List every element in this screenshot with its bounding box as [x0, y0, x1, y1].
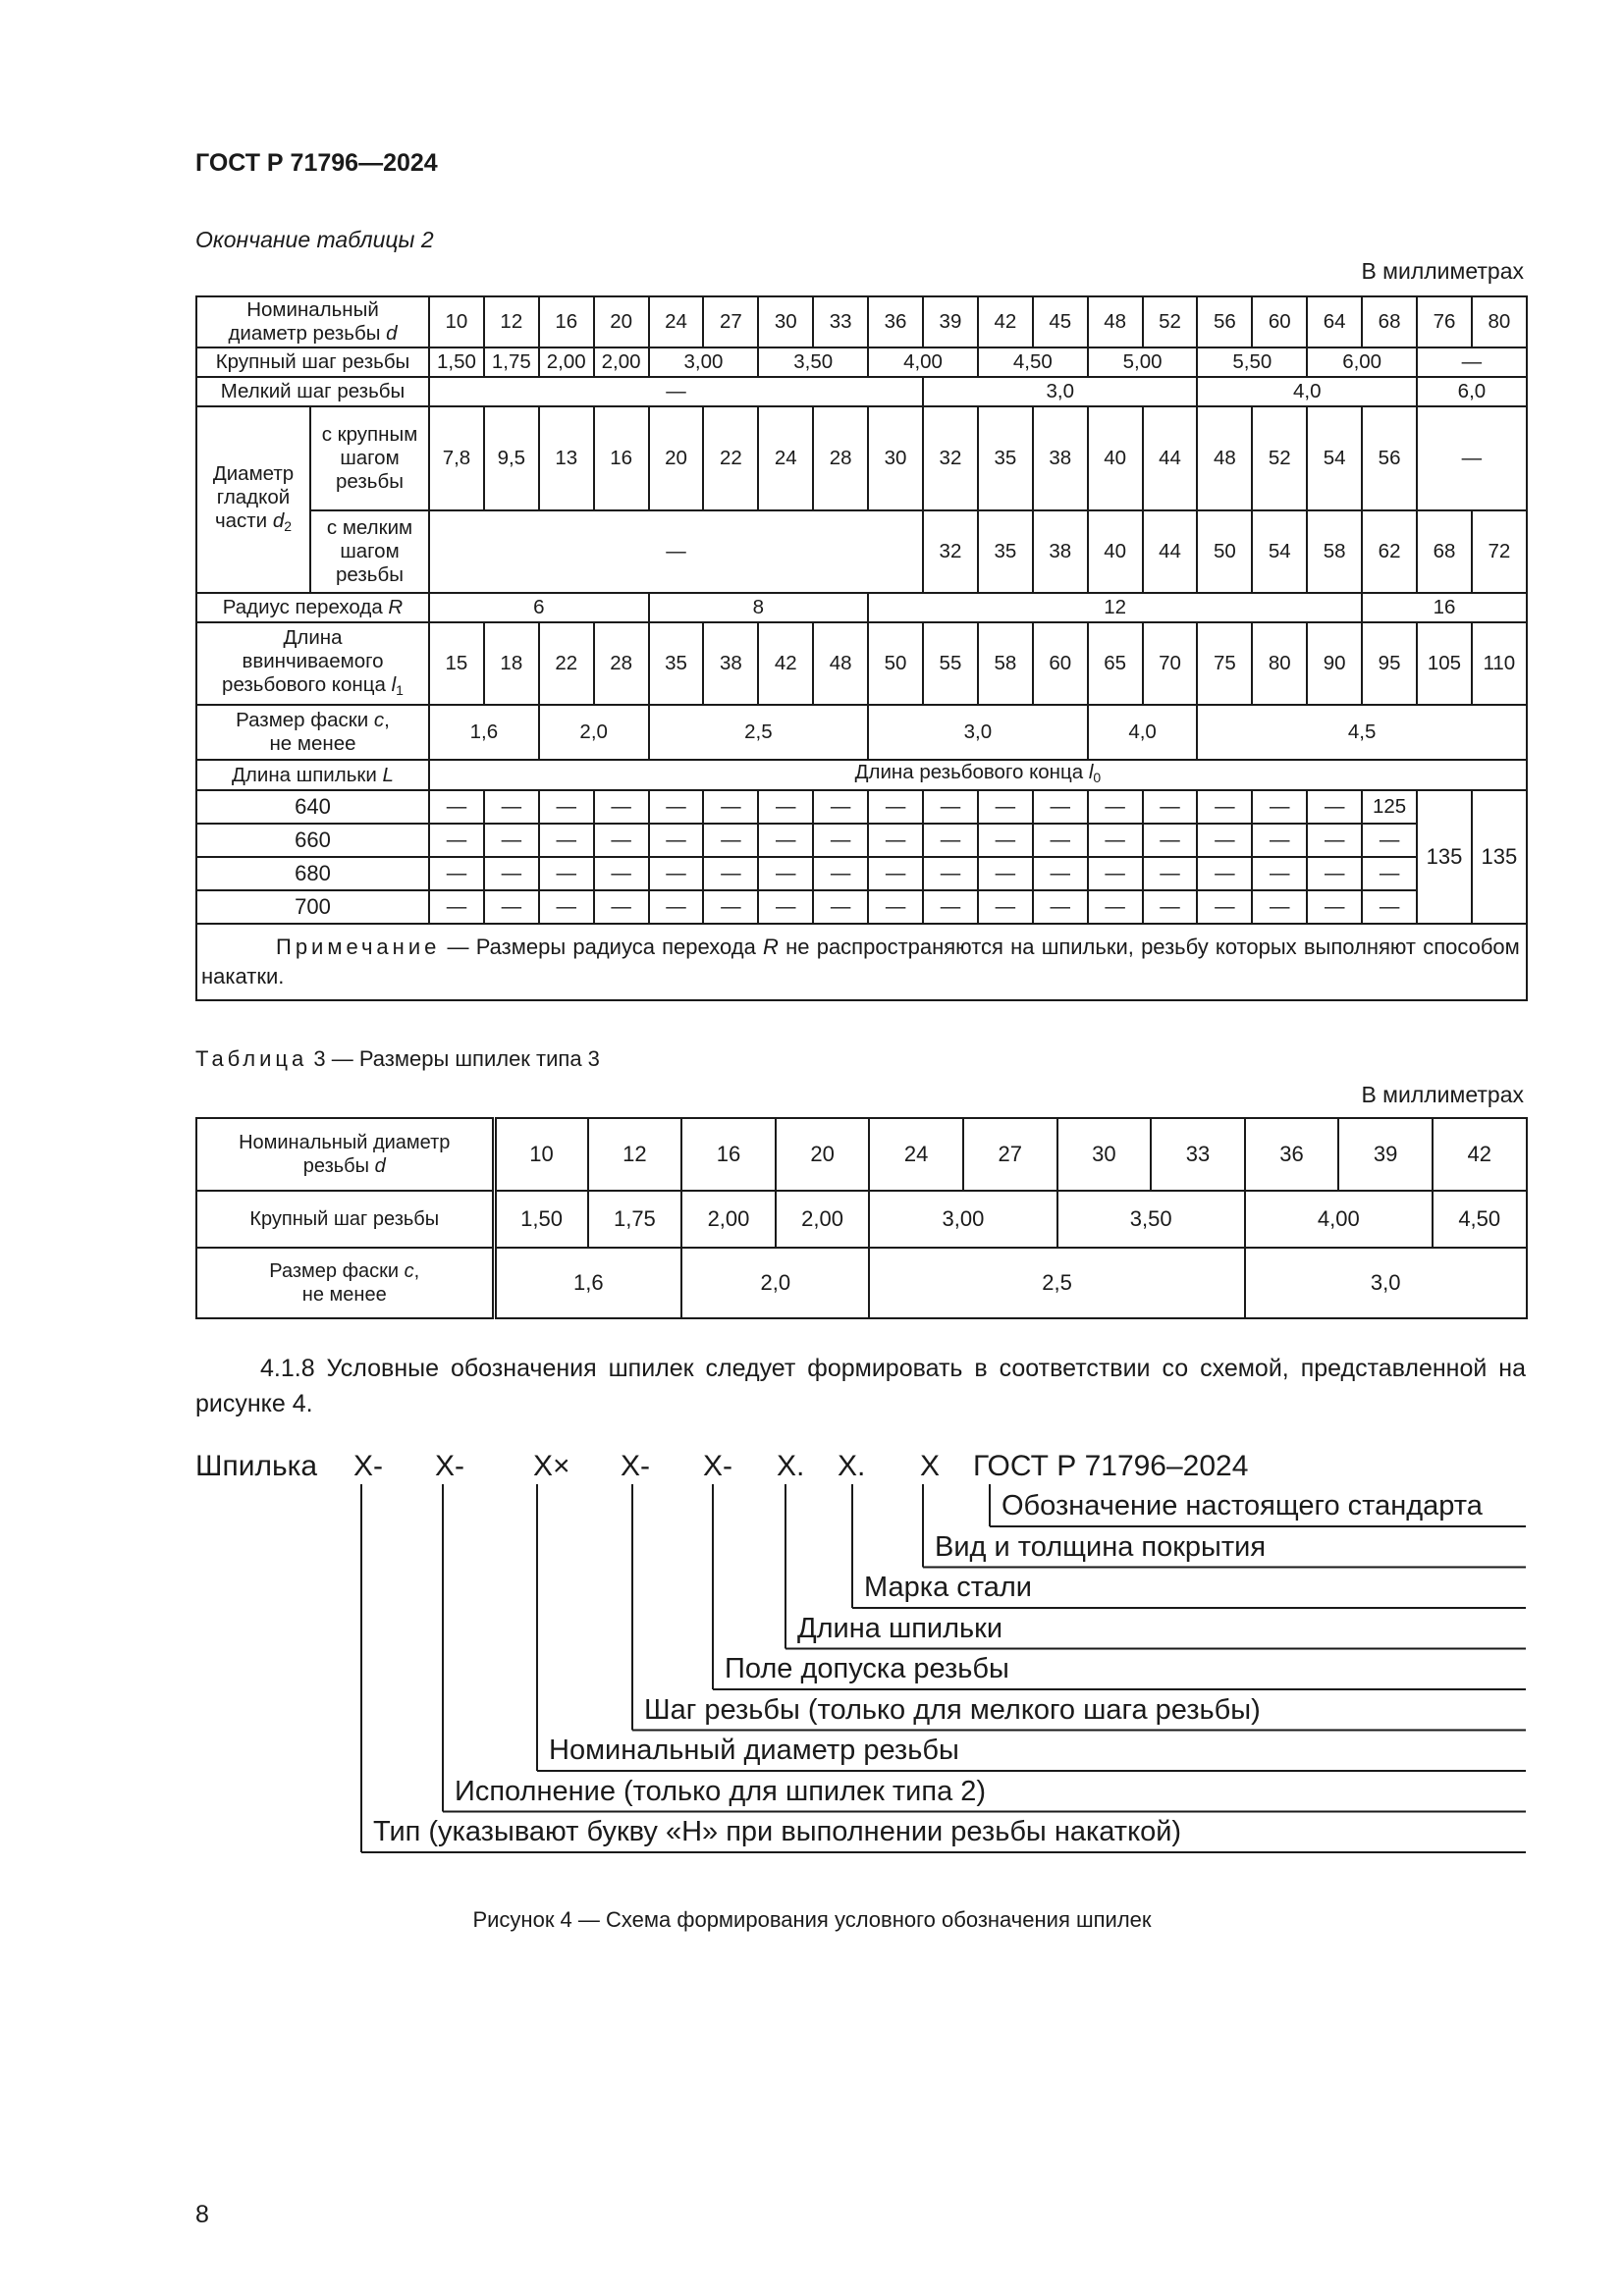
table-cell: 16 — [681, 1118, 776, 1191]
table-cell: 95 — [1362, 622, 1417, 705]
table-cell: 6 — [429, 593, 649, 622]
table-cell: 4,00 — [868, 347, 978, 377]
table-cell: 54 — [1252, 510, 1307, 593]
table-cell: — — [978, 857, 1033, 890]
table-cell: 4,50 — [1433, 1191, 1527, 1248]
table-cell: Мелкий шаг резьбы — [196, 377, 429, 406]
scheme-label: Тип (указывают букву «Н» при выполнении резьбы накаткой) — [373, 1816, 1182, 1847]
table-cell: — — [539, 890, 594, 924]
scheme-token: X- — [435, 1450, 464, 1482]
table-cell: 39 — [1338, 1118, 1433, 1191]
scheme-standard: ГОСТ Р 71796–2024 — [973, 1450, 1249, 1482]
table-cell: — — [1252, 790, 1307, 824]
table-cell: 52 — [1143, 296, 1198, 347]
table-cell: — — [539, 824, 594, 857]
table-cell: 76 — [1417, 296, 1472, 347]
table-cell: 45 — [1033, 296, 1088, 347]
table-cell: 680 — [196, 857, 429, 890]
table-cell: — — [429, 857, 484, 890]
table-cell: 1,75 — [588, 1191, 682, 1248]
table-cell: — — [1088, 857, 1143, 890]
scheme-token: X — [920, 1450, 941, 1482]
table-cell: 32 — [923, 510, 978, 593]
table-cell: 5,00 — [1088, 347, 1198, 377]
table-cell: 24 — [649, 296, 704, 347]
table-cell: 3,50 — [1057, 1191, 1245, 1248]
table2-unit: В миллиметрах — [1361, 258, 1524, 284]
table-cell: — — [1252, 824, 1307, 857]
table-cell: — — [1197, 890, 1252, 924]
table-cell: — — [923, 824, 978, 857]
table-cell: Длина шпильки L — [196, 760, 429, 790]
table2-caption: Окончание таблицы 2 — [195, 227, 434, 252]
table-cell: — — [978, 824, 1033, 857]
table-cell: 36 — [1245, 1118, 1339, 1191]
document-header: ГОСТ Р 71796—2024 — [195, 149, 438, 177]
table-cell: Диаметр гладкой части $d_2$ — [196, 406, 310, 593]
scheme-token: X. — [777, 1450, 805, 1482]
page-number: 8 — [195, 2201, 209, 2228]
table-cell: — — [539, 857, 594, 890]
table-cell: 22 — [703, 406, 758, 510]
table-cell: 38 — [1033, 406, 1088, 510]
table-cell: — — [1362, 857, 1417, 890]
table-cell: — — [429, 510, 923, 593]
table-cell: 58 — [978, 622, 1033, 705]
table-cell: 90 — [1307, 622, 1362, 705]
table-cell: 68 — [1417, 510, 1472, 593]
table-cell: — — [758, 857, 813, 890]
table-cell: — — [1362, 890, 1417, 924]
table-cell: 135 — [1472, 790, 1527, 924]
table-cell: 55 — [923, 622, 978, 705]
table-cell: 12 — [588, 1118, 682, 1191]
table-cell: 2,0 — [539, 705, 649, 760]
table-cell: 3,50 — [758, 347, 868, 377]
table-cell: 50 — [868, 622, 923, 705]
table-cell: 60 — [1033, 622, 1088, 705]
scheme-label: Поле допуска резьбы — [725, 1653, 1009, 1684]
table-cell: 1,6 — [429, 705, 539, 760]
scheme-token: X× — [533, 1450, 570, 1482]
table-cell: 12 — [868, 593, 1362, 622]
scheme-label: Вид и толщина покрытия — [935, 1530, 1267, 1563]
scheme-label: Исполнение (только для шпилек типа 2) — [455, 1775, 987, 1807]
table-cell: 2,00 — [539, 347, 594, 377]
table-cell: 65 — [1088, 622, 1143, 705]
table-cell: — — [1033, 824, 1088, 857]
table-cell: 68 — [1362, 296, 1417, 347]
table-cell: 7,8 — [429, 406, 484, 510]
table-cell: 48 — [1197, 406, 1252, 510]
table-cell: — — [1362, 824, 1417, 857]
scheme-word: Шпилька — [195, 1450, 318, 1482]
table3-caption: Таблица 3 — Размеры шпилек типа 3 — [195, 1046, 600, 1071]
table-cell: 15 — [429, 622, 484, 705]
table-cell: — — [1307, 890, 1362, 924]
table-cell: 2,00 — [681, 1191, 776, 1248]
table-cell: 35 — [978, 406, 1033, 510]
table-cell: 3,0 — [1245, 1248, 1527, 1318]
scheme-label: Номинальный диаметр резьбы — [549, 1735, 959, 1766]
table-cell: — — [484, 824, 539, 857]
table-cell: Длина резьбового конца $l_0$ — [429, 760, 1527, 790]
table-cell: 40 — [1088, 510, 1143, 593]
table-cell: 20 — [776, 1118, 870, 1191]
table-cell: Размер фаски c, не менее — [196, 705, 429, 760]
table-cell: 72 — [1472, 510, 1527, 593]
table-cell: — — [703, 890, 758, 924]
table-cell: 36 — [868, 296, 923, 347]
table-cell: — — [594, 857, 649, 890]
table-cell: — — [868, 790, 923, 824]
table-cell: 62 — [1362, 510, 1417, 593]
table-cell: 38 — [1033, 510, 1088, 593]
table-cell: — — [1252, 890, 1307, 924]
table-cell: 33 — [1151, 1118, 1245, 1191]
scheme-label: Марка стали — [864, 1572, 1032, 1603]
table-cell: — — [868, 824, 923, 857]
table-cell: — — [649, 824, 704, 857]
table-cell: — — [1143, 890, 1198, 924]
table-cell: Крупный шаг резьбы — [196, 1191, 494, 1248]
table-cell: 2,5 — [869, 1248, 1244, 1318]
table-cell: 3,0 — [868, 705, 1088, 760]
table-cell: Радиус перехода R — [196, 593, 429, 622]
table-cell: — — [1033, 857, 1088, 890]
table-cell: 50 — [1197, 510, 1252, 593]
table-cell: — — [429, 377, 923, 406]
table-cell: 24 — [758, 406, 813, 510]
table-cell: 660 — [196, 824, 429, 857]
table-cell: 28 — [594, 622, 649, 705]
table-cell: 2,00 — [776, 1191, 870, 1248]
table-cell: — — [703, 824, 758, 857]
table-cell: 9,5 — [484, 406, 539, 510]
table-cell: 4,5 — [1197, 705, 1526, 760]
table-cell: 58 — [1307, 510, 1362, 593]
table-cell: 3,0 — [923, 377, 1197, 406]
table-cell: с мелким шагом резьбы — [310, 510, 429, 593]
table-cell: 4,0 — [1197, 377, 1417, 406]
table-cell: 42 — [978, 296, 1033, 347]
table-cell: 27 — [963, 1118, 1057, 1191]
table-cell: 42 — [758, 622, 813, 705]
table-cell: — — [923, 857, 978, 890]
table-cell: 125 — [1362, 790, 1417, 824]
table-cell: — — [813, 790, 868, 824]
table-cell: 80 — [1252, 622, 1307, 705]
table-cell: — — [429, 824, 484, 857]
table-cell: — — [1088, 890, 1143, 924]
table-cell: — — [1088, 824, 1143, 857]
table-cell: 80 — [1472, 296, 1527, 347]
table-cell: 8 — [649, 593, 869, 622]
table-cell: 38 — [703, 622, 758, 705]
table-cell: — — [1417, 347, 1527, 377]
table-cell: 105 — [1417, 622, 1472, 705]
table-cell: Номинальный диаметр резьбы d — [196, 296, 429, 347]
table-cell: 20 — [649, 406, 704, 510]
table-cell: 135 — [1417, 790, 1472, 924]
table3-unit: В миллиметрах — [1361, 1082, 1524, 1107]
table-cell: — — [978, 890, 1033, 924]
table-cell: Примечание — Размеры радиуса перехода R не распространяются на шпильки, резьбу которых выполняют способом накатки. — [196, 924, 1527, 1000]
table-cell: 1,50 — [494, 1191, 588, 1248]
table-cell: 1,6 — [494, 1248, 681, 1318]
table-cell: 60 — [1252, 296, 1307, 347]
table-cell: 13 — [539, 406, 594, 510]
table-cell: — — [484, 857, 539, 890]
table-cell: 10 — [429, 296, 484, 347]
scheme-token: X- — [621, 1450, 650, 1482]
scheme-token: X. — [838, 1450, 866, 1482]
table-cell: 44 — [1143, 510, 1198, 593]
table-cell: 56 — [1362, 406, 1417, 510]
table-cell: 10 — [494, 1118, 588, 1191]
scheme-label: Шаг резьбы (только для мелкого шага резьбы) — [644, 1693, 1261, 1726]
table-cell: — — [703, 857, 758, 890]
scheme-label: Обозначение настоящего стандарта — [1001, 1490, 1483, 1522]
table-cell: Крупный шаг резьбы — [196, 347, 429, 377]
table-cell: 32 — [923, 406, 978, 510]
table-cell: — — [868, 890, 923, 924]
table-cell: — — [1197, 857, 1252, 890]
table-cell: — — [1033, 790, 1088, 824]
table-cell: — — [649, 857, 704, 890]
table-cell: — — [1143, 790, 1198, 824]
table-cell: — — [594, 790, 649, 824]
paragraph-4-1-8: 4.1.8 Условные обозначения шпилек следует формировать в соответствии со схемой, представленной на рисунке 4. — [195, 1355, 1526, 1417]
table-cell: 6,0 — [1417, 377, 1527, 406]
table-cell: 700 — [196, 890, 429, 924]
table-cell: 12 — [484, 296, 539, 347]
table-cell: — — [703, 790, 758, 824]
table-cell: — — [429, 890, 484, 924]
table-cell: 52 — [1252, 406, 1307, 510]
table-cell: Размер фаски c, не менее — [196, 1248, 494, 1318]
scheme-token: X- — [703, 1450, 732, 1482]
table-cell: 18 — [484, 622, 539, 705]
scheme-token: X- — [353, 1450, 383, 1482]
table-cell: — — [1033, 890, 1088, 924]
table-cell: 2,00 — [594, 347, 649, 377]
table-cell: — — [1307, 857, 1362, 890]
table-cell: — — [813, 890, 868, 924]
scheme-label: Длина шпильки — [797, 1612, 1003, 1644]
table-cell: — — [649, 890, 704, 924]
table-cell: 3,00 — [869, 1191, 1056, 1248]
table-cell: 3,00 — [649, 347, 759, 377]
table-cell: 48 — [813, 622, 868, 705]
table-cell: 4,0 — [1088, 705, 1198, 760]
table-cell: — — [758, 790, 813, 824]
table-cell: 40 — [1088, 406, 1143, 510]
table-cell: — — [1307, 790, 1362, 824]
table-cell: — — [868, 857, 923, 890]
figure-caption: Рисунок 4 — Схема формирования условного обозначения шпилек — [472, 1907, 1152, 1932]
table-cell: — — [1197, 790, 1252, 824]
table-cell: — — [1143, 824, 1198, 857]
table-cell: 30 — [758, 296, 813, 347]
table-cell: — — [649, 790, 704, 824]
table-cell: 20 — [594, 296, 649, 347]
table-cell: — — [1252, 857, 1307, 890]
table-cell: 1,75 — [484, 347, 539, 377]
table-cell: 33 — [813, 296, 868, 347]
table-cell: — — [758, 824, 813, 857]
table-cell: 30 — [1057, 1118, 1152, 1191]
table-cell: с крупным шагом резьбы — [310, 406, 429, 510]
table-cell: — — [484, 890, 539, 924]
table-cell: — — [1143, 857, 1198, 890]
table-cell: 27 — [703, 296, 758, 347]
table-cell: — — [1088, 790, 1143, 824]
table-cell: 5,50 — [1197, 347, 1307, 377]
table-cell: — — [1197, 824, 1252, 857]
table-cell: 6,00 — [1307, 347, 1417, 377]
table-cell: 1,50 — [429, 347, 484, 377]
table-cell: 64 — [1307, 296, 1362, 347]
table-cell: — — [1417, 406, 1527, 510]
table-cell: — — [1307, 824, 1362, 857]
table-cell: 35 — [649, 622, 704, 705]
table-cell: 28 — [813, 406, 868, 510]
table-cell: — — [429, 790, 484, 824]
table-cell: 4,50 — [978, 347, 1088, 377]
table-cell: — — [594, 824, 649, 857]
table-cell: 44 — [1143, 406, 1198, 510]
table-cell: 2,5 — [649, 705, 869, 760]
table-cell: — — [923, 790, 978, 824]
table-cell: Номинальный диаметр резьбы d — [196, 1118, 494, 1191]
table-cell: — — [484, 790, 539, 824]
table-cell: 48 — [1088, 296, 1143, 347]
table-cell: Длина ввинчиваемого резьбового конца $l_1$ — [196, 622, 429, 705]
table-cell: — — [923, 890, 978, 924]
table-cell: — — [594, 890, 649, 924]
table-cell: 42 — [1433, 1118, 1527, 1191]
table-cell: 56 — [1197, 296, 1252, 347]
table-cell: 35 — [978, 510, 1033, 593]
table-cell: 640 — [196, 790, 429, 824]
table-cell: 39 — [923, 296, 978, 347]
table-cell: 24 — [869, 1118, 963, 1191]
table-cell: 16 — [594, 406, 649, 510]
table-cell: 54 — [1307, 406, 1362, 510]
table-cell: — — [539, 790, 594, 824]
table-cell: 4,00 — [1245, 1191, 1433, 1248]
table-cell: — — [978, 790, 1033, 824]
table-cell: 110 — [1472, 622, 1527, 705]
table-cell: — — [813, 824, 868, 857]
table-cell: 2,0 — [681, 1248, 869, 1318]
table-cell: 75 — [1197, 622, 1252, 705]
table-cell: 70 — [1143, 622, 1198, 705]
table-cell: 16 — [539, 296, 594, 347]
table-cell: 16 — [1362, 593, 1527, 622]
table-cell: 22 — [539, 622, 594, 705]
table-cell: 30 — [868, 406, 923, 510]
table-cell: — — [813, 857, 868, 890]
table-cell: — — [758, 890, 813, 924]
